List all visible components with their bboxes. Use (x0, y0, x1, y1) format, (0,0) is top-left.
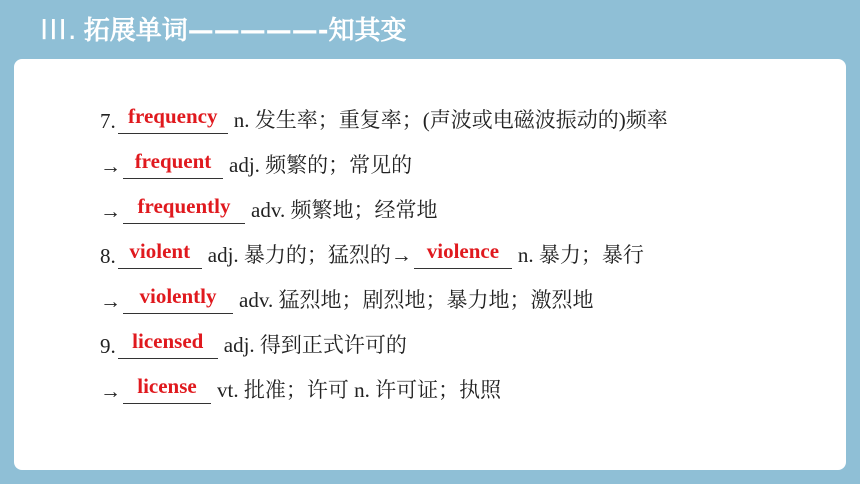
vocab-line-9 (100, 329, 407, 359)
line-prefix: → (100, 379, 121, 403)
answer-blank (123, 194, 245, 224)
vocab-line-7 (100, 104, 668, 134)
section-title (40, 10, 406, 50)
answer-text: violent (129, 239, 191, 263)
section-heading: 拓展单词—————-知其变 (83, 16, 407, 46)
definition-text: adj. 得到正式许可的 (223, 333, 407, 357)
vocab-line-license (100, 374, 501, 404)
definition-text: vt. 批准；许可 n. 许可证；执照 (217, 378, 502, 402)
answer-blank (118, 329, 218, 359)
answer-blank (123, 149, 223, 179)
definition-text: n. 发生率；重复率；(声波或电磁波振动的)频率 (233, 108, 668, 132)
definition-text: adv. 频繁地；经常地 (251, 198, 438, 222)
line-prefix: 9. (100, 334, 116, 358)
line-prefix: → (100, 199, 121, 223)
answer-blank (118, 239, 202, 269)
answer-text: frequent (134, 149, 212, 173)
definition-text: adj. 频繁的；常见的 (229, 153, 413, 177)
section-number: III. (40, 13, 78, 46)
answer-text: frequently (137, 194, 231, 218)
answer-text-2: violence (426, 239, 500, 263)
answer-text: license (137, 374, 197, 398)
line-prefix: 8. (100, 244, 116, 268)
answer-blank (118, 104, 228, 134)
line-prefix: → (100, 154, 121, 178)
answer-text: frequency (128, 104, 218, 128)
definition-text-2: n. 暴力；暴行 (517, 243, 644, 267)
answer-blank-2 (414, 239, 512, 269)
answer-text: violently (139, 284, 217, 308)
definition-text: adj. 暴力的；猛烈的→ (207, 243, 412, 267)
vocab-line-frequently (100, 194, 437, 224)
content-card (14, 59, 846, 470)
line-prefix: 7. (100, 109, 116, 133)
vocab-line-frequent (100, 149, 412, 179)
answer-text: licensed (132, 329, 204, 353)
line-prefix: → (100, 289, 121, 313)
vocab-line-8 (100, 239, 644, 269)
answer-blank (123, 374, 211, 404)
vocab-line-violently (100, 284, 593, 314)
definition-text: adv. 猛烈地；剧烈地；暴力地；激烈地 (239, 288, 594, 312)
answer-blank (123, 284, 233, 314)
